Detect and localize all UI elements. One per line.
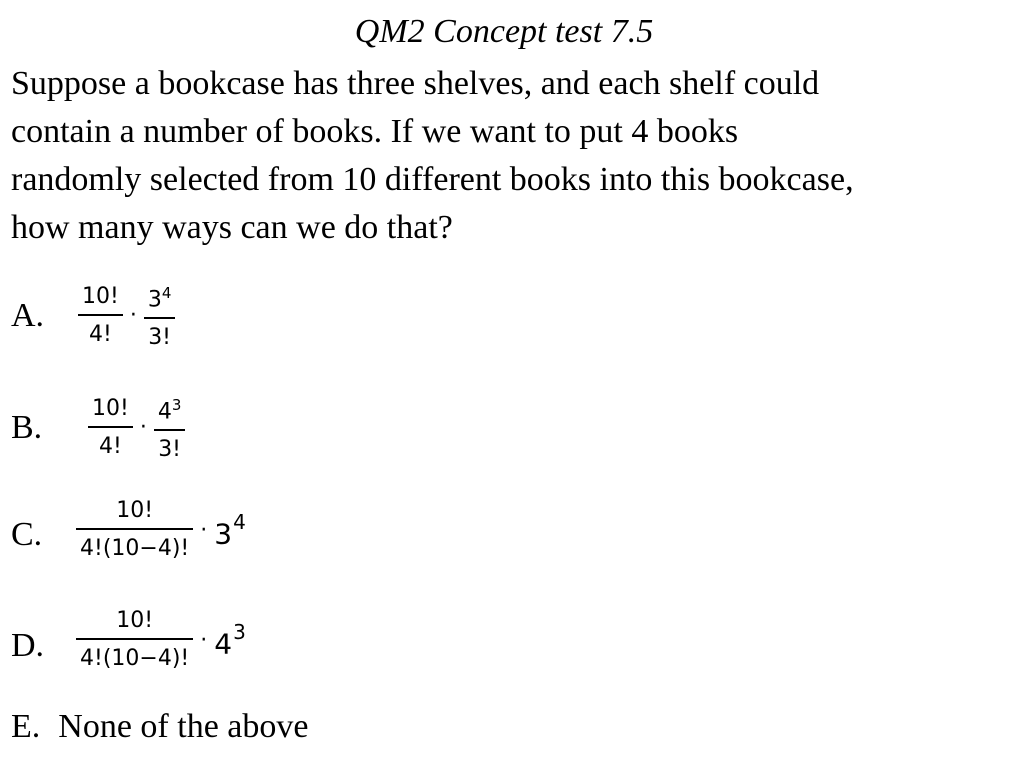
option-d-power: $4^3$ (214, 619, 246, 661)
question-line-1: Suppose a bookcase has three shelves, and each shelf could (11, 65, 820, 102)
option-b-denominator-1: 4! (99, 433, 122, 459)
option-e (11, 707, 308, 747)
multiply-dot: · (200, 627, 208, 653)
multiply-dot: · (129, 303, 137, 329)
option-d-denominator: 4!(10−4)! (80, 646, 190, 671)
option-a-denominator-2: 3! (148, 325, 172, 351)
multiply-dot: · (139, 415, 147, 441)
option-a-fraction-2 (144, 280, 176, 351)
option-b-numerator-2: $4^3$ (157, 396, 182, 425)
option-e-text: None of the above (58, 708, 309, 745)
option-b-letter: B. (11, 409, 43, 446)
option-a-fraction-1 (78, 284, 123, 348)
option-c-fraction (76, 498, 193, 562)
option-b-fraction-2 (154, 392, 186, 463)
question-text (11, 60, 1011, 252)
option-a-numerator-1: 10! (82, 283, 119, 309)
option-d-fraction (76, 608, 193, 672)
question-line-4: how many ways can we do that? (11, 209, 453, 246)
option-c-denominator: 4!(10−4)! (80, 536, 190, 561)
option-c-numerator: 10! (116, 498, 154, 523)
question-line-2: contain a number of books. If we want to put 4 books (11, 113, 739, 150)
option-c-power: $3^4$ (214, 509, 246, 551)
option-b-fraction-1 (88, 396, 133, 460)
option-c-formula (76, 498, 246, 562)
option-b-formula (88, 392, 185, 463)
option-c-letter: C. (11, 516, 43, 553)
multiply-dot: · (200, 517, 208, 543)
option-b-denominator-2: 3! (158, 437, 182, 463)
question-line-3: randomly selected from 10 different books into this bookcase, (11, 161, 854, 198)
option-b-numerator-1: 10! (92, 395, 129, 421)
slide-title: QM2 Concept test 7.5 (354, 13, 654, 50)
option-a-denominator-1: 4! (89, 321, 112, 347)
option-a-letter: A. (11, 297, 45, 334)
option-d-numerator: 10! (116, 608, 154, 633)
option-a-numerator-2: $3^4$ (147, 284, 172, 313)
option-d-formula (76, 608, 246, 672)
option-d-letter: D. (11, 627, 45, 664)
option-e-letter: E. (11, 708, 41, 745)
option-a-formula (78, 280, 175, 351)
